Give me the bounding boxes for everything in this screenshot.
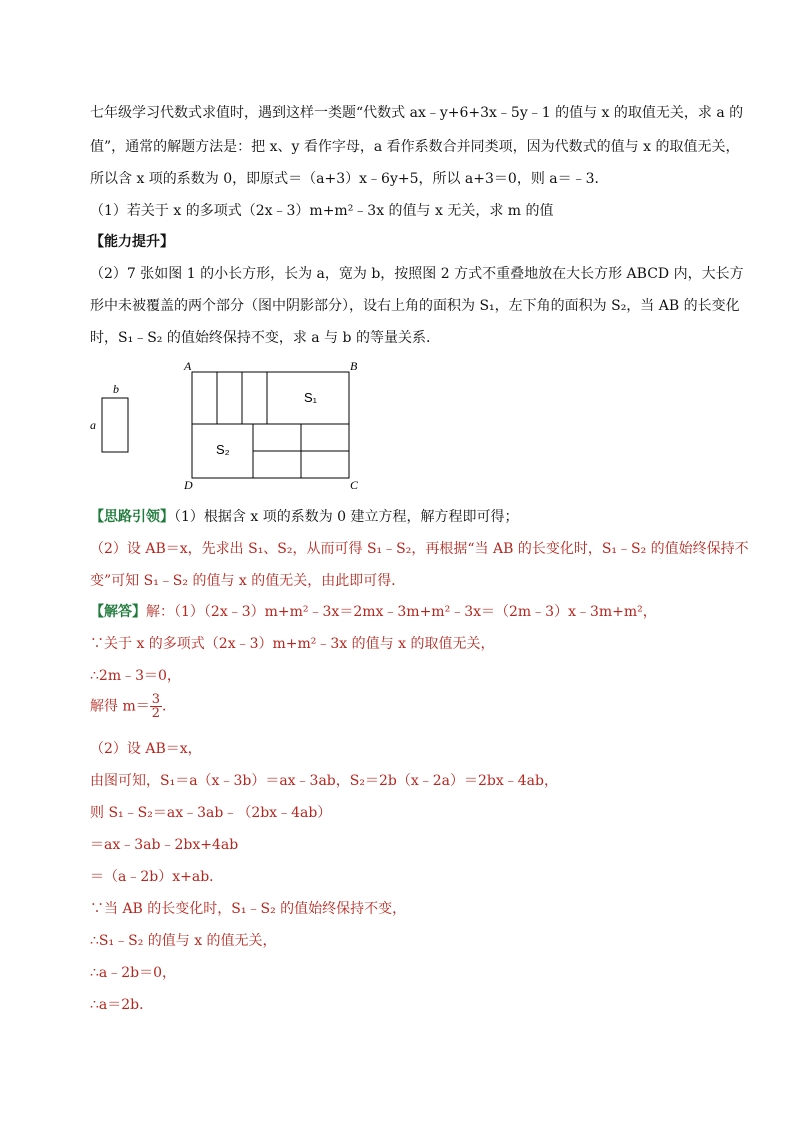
hint-line-2: （2）设 AB＝x，先求出 S₁、S₂，从而可得 S₁﹣S₂，再根据“当 AB 的长变化时，S₁﹣S₂ 的值始终保持不 — [90, 541, 749, 557]
ability-heading: 【能力提升】 — [90, 234, 174, 250]
problem-line-2: 值”，通常的解题方法是：把 x、y 看作字母，a 看作系数合并同类项，因为代数式的值与 x 的取值无关， — [90, 139, 740, 155]
solution-line-9: ＝（a﹣2b）x+ab． — [90, 869, 224, 885]
solve-suffix: ． — [162, 698, 177, 715]
fraction-numerator: 3 — [151, 692, 161, 707]
solution-line-13: ∴a＝2b． — [90, 997, 154, 1013]
solution-line-2: ∵关于 x 的多项式（2x﹣3）m+m²﹣3x 的值与 x 的取值无关， — [90, 636, 495, 652]
solution-line-3: ∴2m﹣3＝0， — [90, 668, 181, 684]
solution-line-8: ＝ax﹣3ab﹣2bx+4ab — [90, 837, 239, 853]
vertex-c: C — [350, 478, 359, 492]
label-s2: S₂ — [216, 442, 230, 457]
rectangles-figure — [84, 356, 384, 496]
solution-line-12: ∴a﹣2b＝0， — [90, 965, 177, 981]
solution-line-5: （2）设 AB＝x， — [90, 741, 202, 757]
vertex-a: A — [184, 359, 192, 373]
hint-text-1: （1）根据含 x 项的系数为 0 建立方程，解方程即可得； — [174, 509, 519, 525]
problem-line-3: 所以含 x 项的系数为 0，即原式＝（a+3）x﹣6y+5，所以 a+3＝0，则 a＝﹣3． — [90, 171, 609, 187]
hint-line-3: 变”可知 S₁﹣S₂ 的值与 x 的值无关，由此即可得． — [90, 573, 406, 589]
label-a: a — [90, 418, 96, 432]
solution-line-6: 由图可知，S₁＝a（x﹣3b）＝ax﹣3ab，S₂＝2b（x﹣2a）＝2bx﹣4ab， — [90, 773, 558, 789]
fraction-m — [150, 693, 162, 720]
label-b: b — [113, 382, 119, 396]
question-1: （1）若关于 x 的多项式（2x﹣3）m+m²﹣3x 的值与 x 无关，求 m 的值 — [90, 203, 554, 219]
small-rectangle — [102, 398, 128, 452]
problem-line-1: 七年级学习代数式求值时，遇到这样一类题“代数式 ax﹣y+6+3x﹣5y﹣1 的值与 x 的取值无关，求 a 的 — [90, 105, 744, 121]
solution-line-11: ∴S₁﹣S₂ 的值与 x 的值无关， — [90, 933, 277, 949]
solution-line-10: ∵当 AB 的长变化时，S₁﹣S₂ 的值始终保持不变， — [90, 901, 407, 917]
solution-line-7: 则 S₁﹣S₂＝ax﹣3ab﹣（2bx﹣4ab） — [90, 805, 332, 821]
hint-tag: 【思路引领】 — [90, 509, 174, 525]
large-rectangle-abcd — [192, 372, 349, 478]
solution-text-1: 解：（1）（2x﹣3）m+m²﹣3x＝2mx﹣3m+m²﹣3x＝（2m﹣3）x﹣3m+m²， — [146, 604, 657, 620]
question-2-line-2: 形中未被覆盖的两个部分（图中阴影部分），设右上角的面积为 S₁，左下角的面积为 S₂，当 AB 的长变化 — [90, 298, 740, 314]
vertex-b: B — [350, 359, 358, 373]
label-s1: S₁ — [304, 390, 318, 405]
hint-line-1 — [90, 508, 519, 526]
solution-line-1 — [90, 603, 657, 621]
solve-prefix: 解得 m＝ — [90, 698, 150, 715]
question-2-line-1: （2）7 张如图 1 的小长方形，长为 a，宽为 b，按照图 2 方式不重叠地放在大长方形 ABCD 内，大长方 — [90, 266, 744, 282]
solution-tag: 【解答】 — [90, 604, 146, 620]
fraction-denominator: 2 — [151, 706, 161, 721]
question-2-line-3: 时，S₁﹣S₂ 的值始终保持不变，求 a 与 b 的等量关系． — [90, 330, 440, 346]
vertex-d: D — [184, 478, 193, 492]
solution-line-4 — [90, 693, 176, 720]
